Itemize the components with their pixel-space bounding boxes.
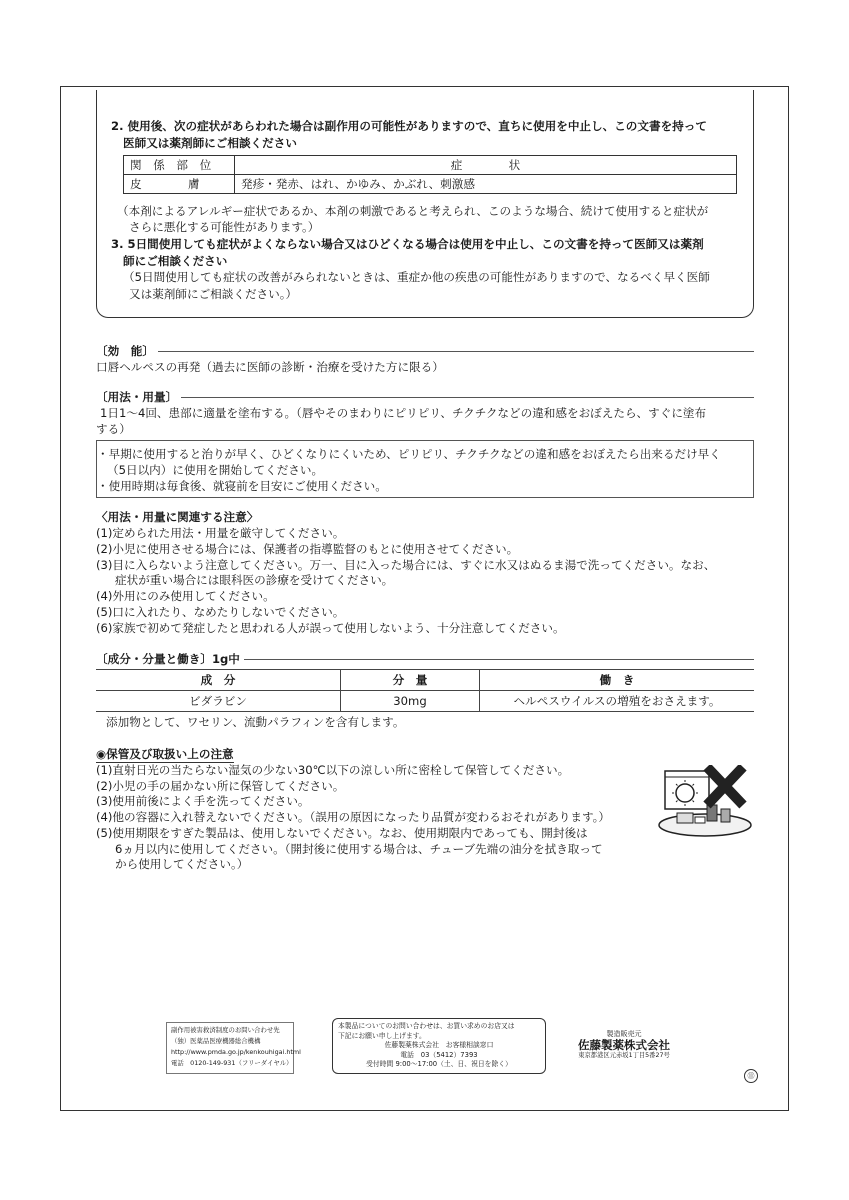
ingredients-heading: 〔成分・分量と働き〕1g中 bbox=[96, 651, 244, 667]
col-header-name: 成 分 bbox=[96, 670, 341, 691]
contact-line: 下記にお願い申し上げます。 bbox=[338, 1031, 426, 1040]
warning-item-3-cont: 師にご相談ください bbox=[123, 254, 228, 268]
caution-item: (1)定められた用法・用量を厳守してください。 bbox=[96, 526, 345, 540]
storage-item: (1)直射日光の当たらない湿気の少ない30℃以下の涼しい所に密栓して保管してください。 bbox=[96, 763, 570, 777]
table-cell-symptom: 発疹・発赤、はれ、かゆみ、かぶれ、刺激感 bbox=[235, 175, 737, 194]
relief-url[interactable]: http://www.pmda.go.jp/kenkouhigai.html bbox=[171, 1048, 301, 1056]
dosage-text-cont: する） bbox=[96, 422, 131, 436]
relief-tel: 電話 0120-149-931（フリーダイヤル） bbox=[171, 1059, 293, 1067]
table-header-symptom: 症 状 bbox=[235, 156, 737, 175]
dosage-note-2: ・使用時期は毎食後、就寝前を目安にご使用ください。 bbox=[97, 479, 387, 493]
cell-amount: 30mg bbox=[341, 691, 480, 712]
maker-label: 製造販売元 bbox=[606, 1030, 642, 1038]
no-sunlight-illustration-icon bbox=[655, 765, 755, 840]
storage-item: (4)他の容器に入れ替えないでください。（誤用の原因になったり品質が変わるおそれがあります。） bbox=[96, 810, 611, 824]
relief-org: （独）医薬品医療機器総合機構 bbox=[171, 1037, 261, 1045]
maker-name: 佐藤製薬株式会社 bbox=[578, 1038, 670, 1052]
symptom-table bbox=[123, 155, 737, 194]
table-header-part: 関 係 部 位 bbox=[124, 156, 235, 175]
dosage-note-1-cont: （5日以内）に使用を開始してください。 bbox=[107, 463, 324, 477]
manufacturer-block bbox=[572, 1030, 676, 1060]
warning-note-3: （5日間使用しても症状の改善がみられないときは、重症か他の疾患の可能性がありますので、なるべく早く医師 bbox=[123, 270, 710, 284]
caution-item: (5)口に入れたり、なめたりしないでください。 bbox=[96, 605, 345, 619]
caution-item: (2)小児に使用させる場合には、保護者の指導監督のもとに使用させてください。 bbox=[96, 542, 519, 556]
storage-heading: ◉保管及び取扱い上の注意 bbox=[96, 747, 234, 761]
col-header-action: 働 き bbox=[480, 670, 755, 691]
caution-item: (3)目に入らないよう注意してください。万一、目に入った場合には、すぐに水又はぬるま湯で洗ってください。なお、 bbox=[96, 558, 716, 572]
efficacy-text: 口唇ヘルペスの再発（過去に医師の診断・治療を受けた方に限る） bbox=[96, 360, 444, 374]
additives-text: 添加物として、ワセリン、流動パラフィンを含有します。 bbox=[106, 715, 405, 729]
contact-box bbox=[332, 1018, 546, 1074]
storage-item-cont: 6ヵ月以内に使用してください。（開封後に使用する場合は、チューブ先端の油分を拭き取って bbox=[115, 842, 603, 856]
dosage-cautions-heading: 〈用法・用量に関連する注意〉 bbox=[96, 510, 259, 524]
warning-item-3: 3. 5日間使用しても症状がよくならない場合又はひどくなる場合は使用を中止し、この文書を持って医師又は薬剤 bbox=[111, 237, 704, 251]
col-header-amount: 分 量 bbox=[341, 670, 480, 691]
page-number: ⑪ bbox=[744, 1069, 758, 1083]
warning-item-2: 2. 使用後、次の症状があらわれた場合は副作用の可能性がありますので、直ちに使用を中止し、この文書を持って bbox=[111, 119, 707, 133]
warning-item-2-cont: 医師又は薬剤師にご相談ください bbox=[123, 136, 297, 150]
relief-info-box bbox=[166, 1022, 301, 1074]
caution-item: (4)外用にのみ使用してください。 bbox=[96, 589, 275, 603]
warning-note-2-cont: さらに悪化する可能性があります。） bbox=[129, 220, 320, 234]
contact-company: 佐藤製薬株式会社 お客様相談窓口 bbox=[384, 1041, 494, 1050]
cell-action: ヘルペスウイルスの増殖をおさえます。 bbox=[480, 691, 755, 712]
efficacy-rule bbox=[150, 351, 754, 352]
relief-title: 副作用被害救済制度のお問い合わせ先 bbox=[171, 1026, 280, 1034]
storage-item: (2)小児の手の届かない所に保管してください。 bbox=[96, 779, 345, 793]
dosage-note-1: ・早期に使用すると治りが早く、ひどくなりにくいため、ピリピリ、チクチクなどの違和感をおぼえたら出来るだけ早く bbox=[97, 447, 721, 461]
contact-tel: 電話 03（5412）7393 bbox=[400, 1050, 478, 1059]
ingredients-table bbox=[96, 669, 754, 712]
warning-note-3-cont: 又は薬剤師にご相談ください。） bbox=[129, 287, 298, 301]
warning-note-2: （本剤によるアレルギー症状であるか、本剤の刺激であると考えられ、このような場合、続けて使用すると症状が bbox=[117, 204, 709, 218]
contact-line: 本製品についてのお問い合わせは、お買い求めのお店又は bbox=[338, 1022, 515, 1030]
efficacy-heading: 〔効 能〕 bbox=[96, 343, 158, 359]
dosage-rule bbox=[178, 397, 754, 398]
caution-item: (6)家族で初めて発症したと思われる人が誤って使用しないよう、十分注意してください。 bbox=[96, 621, 565, 635]
storage-item-cont: から使用してください。） bbox=[115, 857, 249, 871]
dosage-heading: 〔用法・用量〕 bbox=[96, 389, 181, 405]
ingredients-rule bbox=[236, 659, 754, 660]
storage-item: (3)使用前後によく手を洗ってください。 bbox=[96, 794, 310, 808]
dosage-text: 1日1～4回、患部に適量を塗布する。（唇やそのまわりにピリピリ、チクチクなどの違和感をおぼえたら、すぐに塗布 bbox=[100, 406, 707, 420]
maker-address: 東京都港区元赤坂1丁目5番27号 bbox=[578, 1052, 670, 1059]
contact-hours: 受付時間 9:00～17:00（土、日、祝日を除く） bbox=[366, 1060, 512, 1069]
cell-name: ビダラビン bbox=[96, 691, 341, 712]
caution-item-cont: 症状が重い場合には眼科医の診療を受けてください。 bbox=[115, 573, 394, 587]
table-cell-part: 皮 膚 bbox=[124, 175, 235, 194]
storage-item: (5)使用期限をすぎた製品は、使用しないでください。なお、使用期限内であっても、開封後は bbox=[96, 826, 588, 840]
